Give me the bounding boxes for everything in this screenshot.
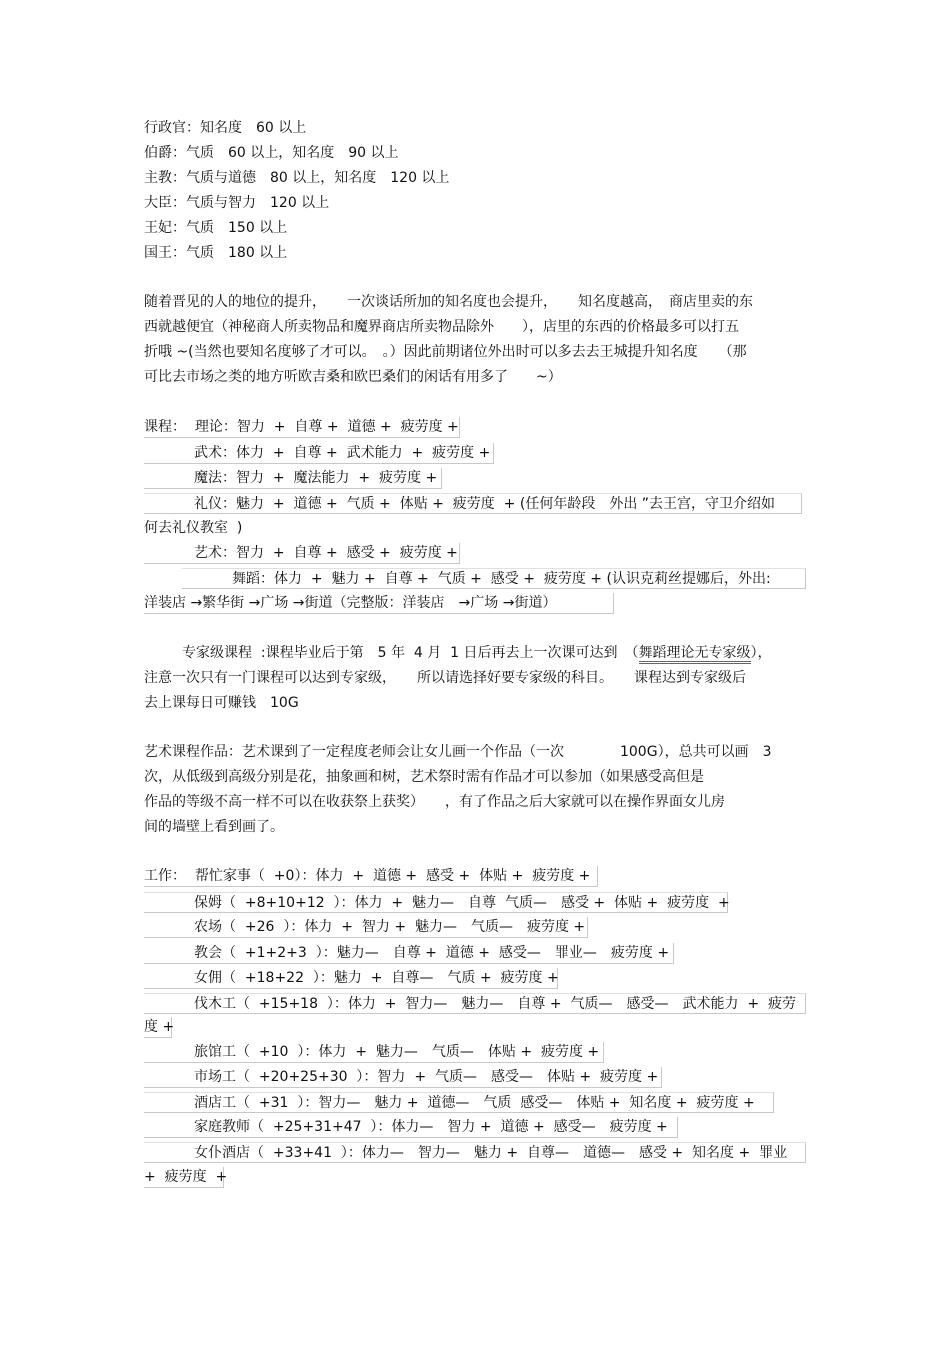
- work-row: 酒店工（ +31 ）：智力— 魅力 + 道德— 气质 感受— 体贴 + 知名度 + 疲劳度 +: [144, 1092, 774, 1113]
- work-row: 家庭教师（ +25+31+47 ）：体力— 智力 + 道德 + 感受— 疲劳度 +: [144, 1117, 678, 1138]
- paragraph-line: 艺术课程作品：艺术课到了一定程度老师会让女儿画一个作品（一次 100G），总共可以画 3: [144, 744, 772, 760]
- title-requirement-line: 王妃：气质 150 以上: [144, 220, 288, 236]
- course-row-continued: 洋装店 →繁华街 →广场 →街道（完整版：洋装店 →广场 →街道）: [144, 593, 614, 614]
- expert-course-text-end: ），: [750, 645, 772, 661]
- paragraph-line: 折哦 ~(当然也要知名度够了才可以。 。）因此前期诸位外出时可以多去去王城提升知名度 （那: [144, 344, 747, 360]
- expert-course-line: [182, 643, 772, 663]
- expert-course-line: 去上课每日可赚钱 10G: [144, 695, 299, 711]
- course-row: 课程： 理论：智力 + 自尊 + 道德 + 疲劳度 +: [144, 417, 460, 438]
- course-row: 舞蹈：体力 + 魅力 + 自尊 + 气质 + 感受 + 疲劳度 + (认识克莉丝提娜后，外出:: [182, 568, 806, 589]
- course-row-continued: 何去礼仪教室 ): [144, 520, 243, 536]
- paragraph-line: 可比去市场之类的地方听欧吉桑和欧巴桑们的闲话有用多了 ~）: [144, 369, 562, 385]
- intro-paragraph: [144, 290, 806, 390]
- title-requirement-line: 国王：气质 180 以上: [144, 245, 288, 261]
- paragraph-line: 西就越便宜（神秘商人所卖物品和魔界商店所卖物品除外 ），店里的东西的价格最多可以打五: [144, 319, 739, 335]
- work-row: 女佣（ +18+22 ）：魅力 + 自尊— 气质 + 疲劳度 +: [144, 968, 558, 989]
- course-row: 魔法：智力 + 魔法能力 + 疲劳度 +: [144, 468, 442, 489]
- title-requirement-line: 主教：气质与道德 80 以上，知名度 120 以上: [144, 170, 450, 186]
- work-row: 旅馆工（ +10 ）：体力 + 魅力— 气质— 体贴 + 疲劳度 +: [144, 1042, 604, 1063]
- expert-course-line: 注意一次只有一门课程可以达到专家级， 所以请选择好要专家级的科目。 课程达到专家级后: [144, 670, 746, 686]
- work-row-continued: 度 +: [144, 1017, 172, 1038]
- course-row: 艺术：智力 + 自尊 + 感受 + 疲劳度 +: [144, 543, 460, 564]
- work-row: 伐木工（ +15+18 ）：体力 + 智力— 魅力— 自尊 + 气质— 感受— 武术能力 + 疲劳: [144, 993, 806, 1014]
- dance-note-underlined: 舞蹈理论无专家级: [639, 645, 751, 664]
- paragraph-line: 次，从低级到高级分别是花，抽象画和树，艺术祭时需有作品才可以参加（如果感受高但是: [144, 769, 704, 785]
- work-row: 市场工（ +20+25+30 ）：智力 + 气质— 感受— 体贴 + 疲劳度 +: [144, 1067, 662, 1088]
- course-row: 武术：体力 + 自尊 + 武术能力 + 疲劳度 +: [144, 443, 494, 464]
- expert-course-text: 专家级课程 :课程毕业后于第 5 年 4 月 1 日后再去上一次课可达到 （: [182, 645, 639, 661]
- title-requirement-line: 大臣：气质与智力 120 以上: [144, 195, 330, 211]
- work-row-continued: + 疲劳度 +: [144, 1167, 224, 1188]
- work-row: 女仆酒店（ +33+41 ）：体力— 智力— 魅力 + 自尊— 道德— 感受 + 知名度 + 罪业: [144, 1142, 806, 1163]
- work-row: 保姆（ +8+10+12 ）：体力 + 魅力— 自尊 气质— 感受 + 体贴 + 疲劳度 +: [144, 892, 728, 913]
- title-requirement-line: 伯爵：气质 60 以上，知名度 90 以上: [144, 145, 399, 161]
- paragraph-line: 随着晋见的人的地位的提升， 一次谈话所加的知名度也会提升， 知名度越高， 商店里卖的东: [144, 294, 753, 310]
- work-row: 教会（ +1+2+3 ）：魅力— 自尊 + 道德 + 感受— 罪业— 疲劳度 +: [144, 943, 674, 964]
- paragraph-line: 作品的等级不高一样不可以在收获祭上获奖） ，有了作品之后大家就可以在操作界面女儿房: [144, 794, 725, 810]
- paragraph-line: 间的墙壁上看到画了。: [144, 819, 284, 835]
- title-requirement-line: 行政官：知名度 60 以上: [144, 120, 307, 136]
- work-row: 工作： 帮忙家事（ +0）：体力 + 道德 + 感受 + 体贴 + 疲劳度 +: [144, 866, 598, 887]
- art-works-paragraph: [144, 740, 806, 840]
- work-row: 农场（ +26 ）：体力 + 智力 + 魅力— 气质— 疲劳度 +: [144, 917, 588, 938]
- course-row: 礼仪：魅力 + 道德 + 气质 + 体贴 + 疲劳度 + (任何年龄段 外出 ”去王宫，守卫介绍如: [144, 493, 802, 514]
